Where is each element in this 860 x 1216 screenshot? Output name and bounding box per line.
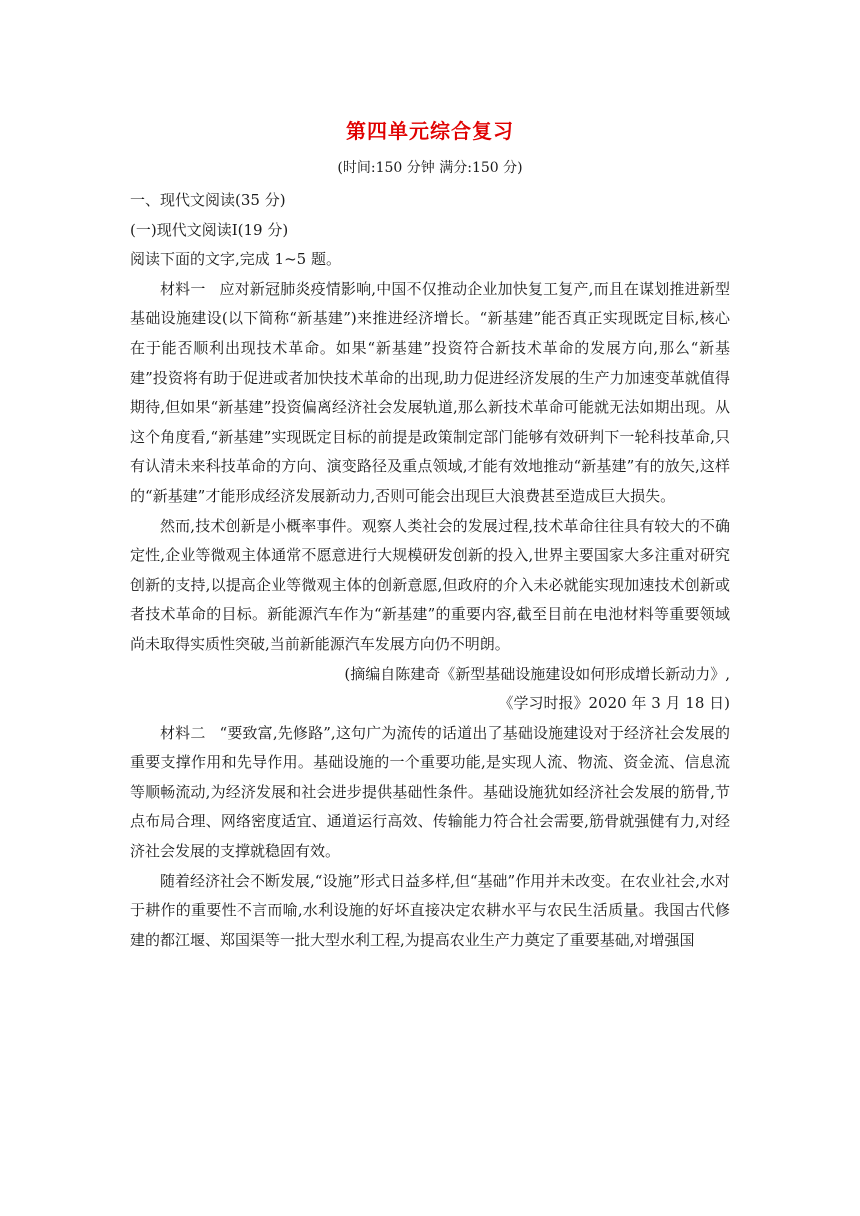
- material-1-source-line-2: 《学习时报》2020 年 3 月 18 日): [498, 694, 730, 713]
- material-1-source-line-1: (摘编自陈建奇《新型基础设施建设如何形成增长新动力》,: [344, 664, 730, 683]
- document-body: [130, 186, 730, 955]
- exam-time-and-score: (时间:150 分钟 满分:150 分): [337, 160, 523, 176]
- material-2-paragraph-1-text: “要致富,先修路”,这句广为流传的话道出了基础设施建设对于经济社会发展的重要支撑作用和先导作用。基础设施的一个重要功能,是实现人流、物流、资金流、信息流等顺畅流动,为经济发展和社会进步提供基础性条件。基础设施犹如经济社会发展的筋骨,节点布局合理、网络密度适宜、通道运行高效、传输能力符合社会需要,筋骨就强健有力,对经济社会发展的支撑就稳固有效。: [130, 723, 730, 861]
- section-heading: 一、现代文阅读(35 分): [130, 191, 286, 209]
- material-1-paragraph-1: [130, 275, 730, 512]
- material-1-paragraph-1-text: 应对新冠肺炎疫情影响,中国不仅推动企业加快复工复产,而且在谋划推进新型基础设施建设(以下简称“新基建”)来推进经济增长。“新基建”能否真正实现既定目标,核心在于能否顺利出现技术革命。如果“新基建”投资符合新技术革命的发展方向,那么“新基建”投资将有助于促进或者加快技术革命的出现,助力促进经济发展的生产力加速变革就值得期待,但如果“新基建”投资偏离经济社会发展轨道,那么新技术革命可能就无法如期出现。从这个角度看,“新基建”实现既定目标的前提是政策制定部门能够有效研判下一轮科技革命,只有认清未来科技革命的方向、演变路径及重点领域,才能有效地推动“新基建”有的放矢,这样的“新基建”才能形成经济发展新动力,否则可能会出现巨大浪费甚至造成巨大损失。: [130, 279, 730, 505]
- material-2-paragraph-2: 随着经济社会不断发展,“设施”形式日益多样,但“基础”作用并未改变。在农业社会,水对于耕作的重要性不言而喻,水利设施的好坏直接决定农耕水平与农民生活质量。我国古代修建的都江堰、郑国渠等一批大型水利工程,为提高农业生产力奠定了重要基础,对增强国: [130, 871, 730, 949]
- material-2-paragraph-1: [130, 719, 730, 867]
- material-1-label: 材料一: [160, 279, 206, 298]
- subsection-heading: (一)现代文阅读Ⅰ(19 分): [130, 220, 289, 239]
- document-title: 第四单元综合复习: [346, 119, 514, 143]
- material-2-label: 材料二: [160, 723, 206, 742]
- reading-instruction: 阅读下面的文字,完成 1~5 题。: [130, 250, 341, 269]
- material-1-paragraph-2: 然而,技术创新是小概率事件。观察人类社会的发展过程,技术革命往往具有较大的不确定性,企业等微观主体通常不愿意进行大规模研发创新的投入,世界主要国家大多注重对研究创新的支持,以提高企业等微观主体的创新意愿,但政府的介入未必就能实现加速技术创新或者技术革命的目标。新能源汽车作为“新基建”的重要内容,截至目前在电池材料等重要领域尚未取得实质性突破,当前新能源汽车发展方向仍不明朗。: [130, 516, 730, 653]
